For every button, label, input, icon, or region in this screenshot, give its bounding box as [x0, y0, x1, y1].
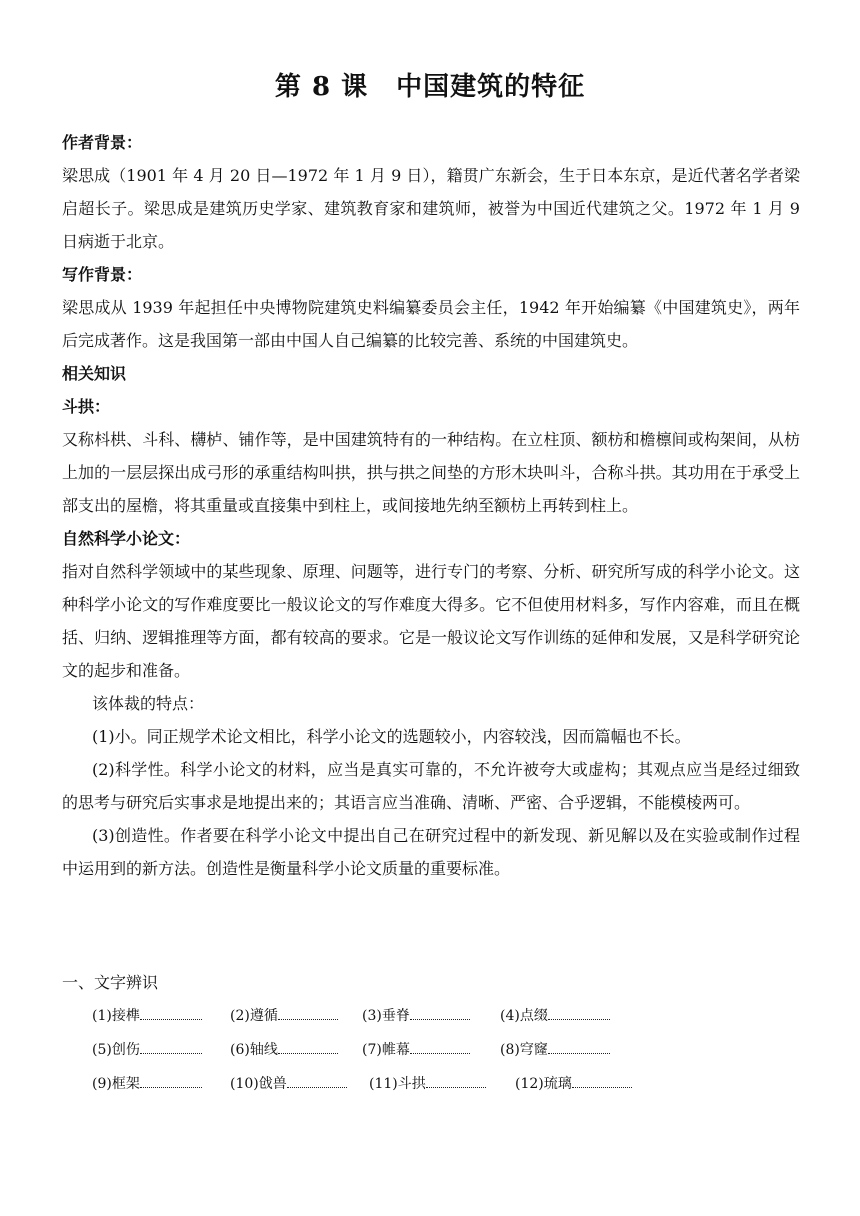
vocab-item [362, 1039, 470, 1059]
vocab-item [230, 1005, 338, 1025]
vocab-item [230, 1039, 338, 1059]
answer-blank[interactable] [426, 1073, 486, 1088]
writing-text: 梁思成从 1939 年起担任中央博物院建筑史料编纂委员会主任，1942 年开始编纂《中国建筑史》，两年后完成著作。这是我国第一部由中国人自己编纂的比较完善、系统的中国建筑史。 [62, 298, 800, 350]
vocab-item [230, 1073, 347, 1093]
vocab-item [500, 1039, 610, 1059]
feature-item: (2)科学性。科学小论文的材料，应当是真实可靠的，不允许被夸大或虚构；其观点应当是经过细致的思考与研究后实事求是地提出来的；其语言应当准确、清晰、严密、合乎逻辑，不能模棱两可。 [62, 760, 800, 812]
vocab-item [92, 1073, 202, 1093]
dougong-heading: 斗拱： [62, 397, 111, 416]
vocab-word: (2)遵循 [230, 1008, 278, 1024]
vocab-item [515, 1073, 632, 1093]
vocab-word: (5)创伤 [92, 1042, 140, 1058]
vocab-word: (4)点缀 [500, 1008, 548, 1024]
vocab-heading: 一、文字辨识 [62, 973, 159, 992]
answer-blank[interactable] [278, 1039, 338, 1054]
vocab-item [362, 1005, 470, 1025]
lesson-name: 中国建筑的特征 [396, 72, 586, 102]
dougong-text: 又称枓栱、斗科、欂栌、铺作等，是中国建筑特有的一种结构。在立柱顶、额枋和檐檩间或构架间，从枋上加的一层层探出成弓形的承重结构叫拱，拱与拱之间垫的方形木块叫斗，合称斗拱。其功用在于承受上部支出的屋檐，将其重量或直接集中到柱上，或间接地先纳至额枋上再转到柱上。 [62, 430, 800, 515]
vocab-word: (1)接榫 [92, 1008, 140, 1024]
feature-item: (3)创造性。作者要在科学小论文中提出自己在研究过程中的新发现、新见解以及在实验或制作过程中运用到的新方法。创造性是衡量科学小论文质量的重要标准。 [62, 826, 800, 878]
vocab-word: (9)框架 [92, 1076, 140, 1092]
author-text: 梁思成（1901 年 4 月 20 日—1972 年 1 月 9 日），籍贯广东新会，生于日本东京，是近代著名学者梁启超长子。梁思成是建筑历史学家、建筑教育家和建筑师，被誉为中国近代建筑之父。1972 年 1 月 9 日病逝于北京。 [62, 166, 800, 251]
essay-heading: 自然科学小论文： [62, 529, 191, 548]
lesson-number: 第 8 课 [274, 72, 369, 102]
answer-blank[interactable] [548, 1039, 610, 1054]
vocab-item [369, 1073, 486, 1093]
feature-item: (1)小。同正规学术论文相比，科学小论文的选题较小，内容较浅，因而篇幅也不长。 [92, 727, 691, 746]
vocab-word: (6)轴线 [230, 1042, 278, 1058]
vocab-word: (8)穹窿 [500, 1042, 548, 1058]
answer-blank[interactable] [140, 1039, 202, 1054]
essay-text: 指对自然科学领域中的某些现象、原理、问题等，进行专门的考察、分析、研究所写成的科学小论文。这种科学小论文的写作难度要比一般议论文的写作难度大得多。它不但使用材料多，写作内容难，而且在概括、归纳、逻辑推理等方面，都有较高的要求。它是一般议论文写作训练的延伸和发展，又是科学研究论文的起步和准备。 [62, 562, 800, 680]
vocab-item [92, 1005, 202, 1025]
answer-blank[interactable] [278, 1005, 338, 1020]
vocab-word: (10)戗兽 [230, 1076, 287, 1092]
answer-blank[interactable] [287, 1073, 347, 1088]
vocab-word: (12)琉璃 [515, 1076, 572, 1092]
vocab-item [500, 1005, 610, 1025]
answer-blank[interactable] [548, 1005, 610, 1020]
answer-blank[interactable] [410, 1039, 470, 1054]
related-heading: 相关知识 [62, 364, 127, 383]
vocab-word: (7)帷幕 [362, 1042, 410, 1058]
vocab-word: (3)垂脊 [362, 1008, 410, 1024]
vocab-word: (11)斗拱 [369, 1076, 426, 1092]
answer-blank[interactable] [410, 1005, 470, 1020]
document-body [62, 126, 800, 885]
features-intro: 该体裁的特点： [92, 694, 205, 713]
writing-heading: 写作背景： [62, 265, 143, 284]
answer-blank[interactable] [140, 1073, 202, 1088]
vocab-item [92, 1039, 202, 1059]
answer-blank[interactable] [140, 1005, 202, 1020]
answer-blank[interactable] [572, 1073, 632, 1088]
author-heading: 作者背景： [62, 133, 143, 152]
page-title [0, 66, 860, 103]
